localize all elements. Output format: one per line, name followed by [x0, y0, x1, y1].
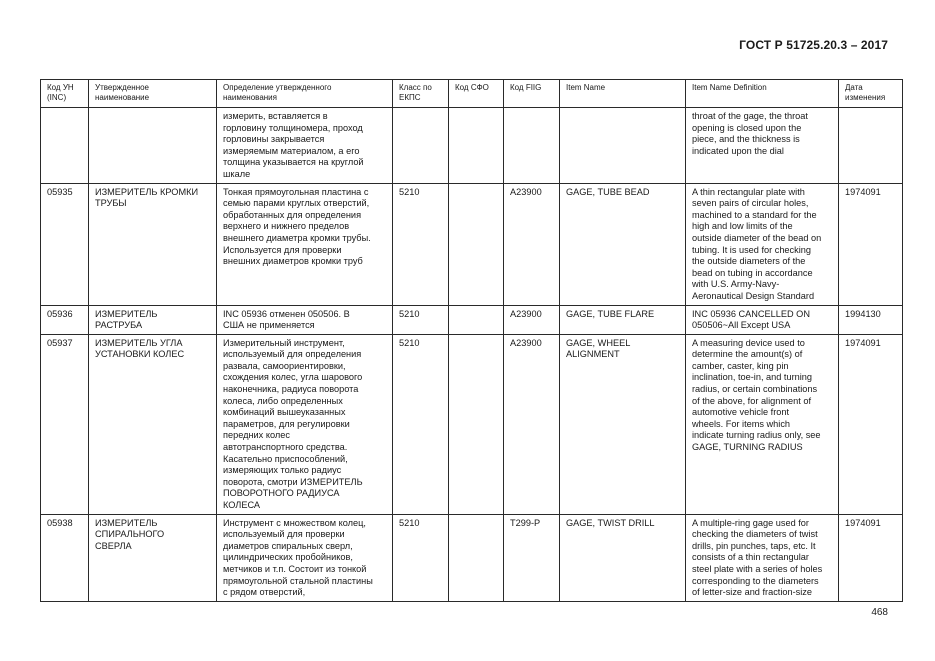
column-header-class: Класс по ЕКПС	[393, 80, 449, 108]
cell-approved-name: ИЗМЕРИТЕЛЬ РАСТРУБА	[89, 305, 217, 334]
cell-class	[393, 108, 449, 184]
cell-definition: Тонкая прямоугольная пластина с семью парами круглых отверстий, обработанных для определения верхнего и нижнего пределов внешнего диаметра кромки трубы. Используется для проверки внешних диаметров кромки труб	[217, 183, 393, 305]
table-row	[41, 514, 903, 601]
cell-fiig: A23900	[504, 305, 560, 334]
cell-sfo	[449, 305, 504, 334]
table-row	[41, 305, 903, 334]
cell-definition: измерить, вставляется в горловину толщиномера, проход горловины закрывается измеряемым материалом, а его толщина указывается на круглой шкале	[217, 108, 393, 184]
cell-item-definition: A thin rectangular plate with seven pairs of circular holes, machined to a standard for the high and low limits of the outside diameter of the bead on tubing. It is used for checking the outside diameters of the bead on tubing in accordance with U.S. Army-Navy- Aeronautical Design Standard	[686, 183, 839, 305]
cell-sfo	[449, 108, 504, 184]
cell-item-name: GAGE, TUBE BEAD	[560, 183, 686, 305]
cell-date: 1994130	[839, 305, 903, 334]
cell-fiig: T299-P	[504, 514, 560, 601]
table-row	[41, 334, 903, 514]
cell-approved-name: ИЗМЕРИТЕЛЬ КРОМКИ ТРУБЫ	[89, 183, 217, 305]
cell-definition: Инструмент с множеством колец, используемый для проверки диаметров спиральных сверл, цилиндрических пробойников, метчиков и т.п. Состоит из тонкой прямоугольной стальной пластины с рядом отверстий,	[217, 514, 393, 601]
cell-sfo	[449, 183, 504, 305]
cell-item-name: GAGE, TUBE FLARE	[560, 305, 686, 334]
cell-date	[839, 108, 903, 184]
table-body	[41, 108, 903, 602]
cell-fiig: A23900	[504, 334, 560, 514]
cell-fiig	[504, 108, 560, 184]
cell-sfo	[449, 334, 504, 514]
cell-fiig: A23900	[504, 183, 560, 305]
cell-approved-name	[89, 108, 217, 184]
cell-item-name: GAGE, WHEEL ALIGNMENT	[560, 334, 686, 514]
cell-item-name	[560, 108, 686, 184]
table-row	[41, 108, 903, 184]
cell-item-definition: A multiple-ring gage used for checking the diameters of twist drills, pin punches, taps, etc. It consists of a thin rectangular steel plate with a series of holes corresponding to the diameters of letter-size and fraction-size	[686, 514, 839, 601]
header-row	[41, 80, 903, 108]
cell-inc: 05937	[41, 334, 89, 514]
cell-class: 5210	[393, 183, 449, 305]
column-header-item-name: Item Name	[560, 80, 686, 108]
cell-class: 5210	[393, 514, 449, 601]
cell-inc: 05938	[41, 514, 89, 601]
column-header-item-definition: Item Name Definition	[686, 80, 839, 108]
cell-date: 1974091	[839, 334, 903, 514]
cell-item-name: GAGE, TWIST DRILL	[560, 514, 686, 601]
cell-item-definition: A measuring device used to determine the amount(s) of camber, caster, king pin inclination, toe-in, and turning radius, or certain combinations of the above, for alignment of automotive vehicle front wheels. For items which indicate turning radius only, see GAGE, TURNING RADIUS	[686, 334, 839, 514]
cell-item-definition: throat of the gage, the throat opening is closed upon the piece, and the thickness is indicated upon the dial	[686, 108, 839, 184]
table-header	[41, 80, 903, 108]
cell-date: 1974091	[839, 514, 903, 601]
table-row	[41, 183, 903, 305]
column-header-fiig: Код FIIG	[504, 80, 560, 108]
cell-definition: Измерительный инструмент, используемый для определения развала, самоориентировки, схождения колес, угла шарового наконечника, радиуса поворота колеса, либо определенных комбинаций вышеуказанных параметров, для регулировки передних колес автотранспортного средства. Касательно приспособлений, измеряющих только радиус поворота, смотри ИЗМЕРИТЕЛЬ ПОВОРОТНОГО РАДИУСА КОЛЕСА	[217, 334, 393, 514]
cell-sfo	[449, 514, 504, 601]
document-header: ГОСТ Р 51725.20.3 – 2017	[739, 38, 888, 52]
cell-approved-name: ИЗМЕРИТЕЛЬ УГЛА УСТАНОВКИ КОЛЕС	[89, 334, 217, 514]
column-header-approved-name: Утвержденное наименование	[89, 80, 217, 108]
cell-approved-name: ИЗМЕРИТЕЛЬ СПИРАЛЬНОГО СВЕРЛА	[89, 514, 217, 601]
column-header-sfo: Код СФО	[449, 80, 504, 108]
cell-item-definition: INC 05936 CANCELLED ON 050506~All Except USA	[686, 305, 839, 334]
column-header-definition: Определение утвержденного наименования	[217, 80, 393, 108]
cell-class: 5210	[393, 334, 449, 514]
cell-inc: 05935	[41, 183, 89, 305]
specification-table	[40, 79, 903, 602]
column-header-date: Дата изменения	[839, 80, 903, 108]
column-header-inc: Код УН (INC)	[41, 80, 89, 108]
cell-inc	[41, 108, 89, 184]
page-number: 468	[871, 607, 888, 618]
cell-definition: INC 05936 отменен 050506. В США не применяется	[217, 305, 393, 334]
cell-date: 1974091	[839, 183, 903, 305]
cell-class: 5210	[393, 305, 449, 334]
cell-inc: 05936	[41, 305, 89, 334]
